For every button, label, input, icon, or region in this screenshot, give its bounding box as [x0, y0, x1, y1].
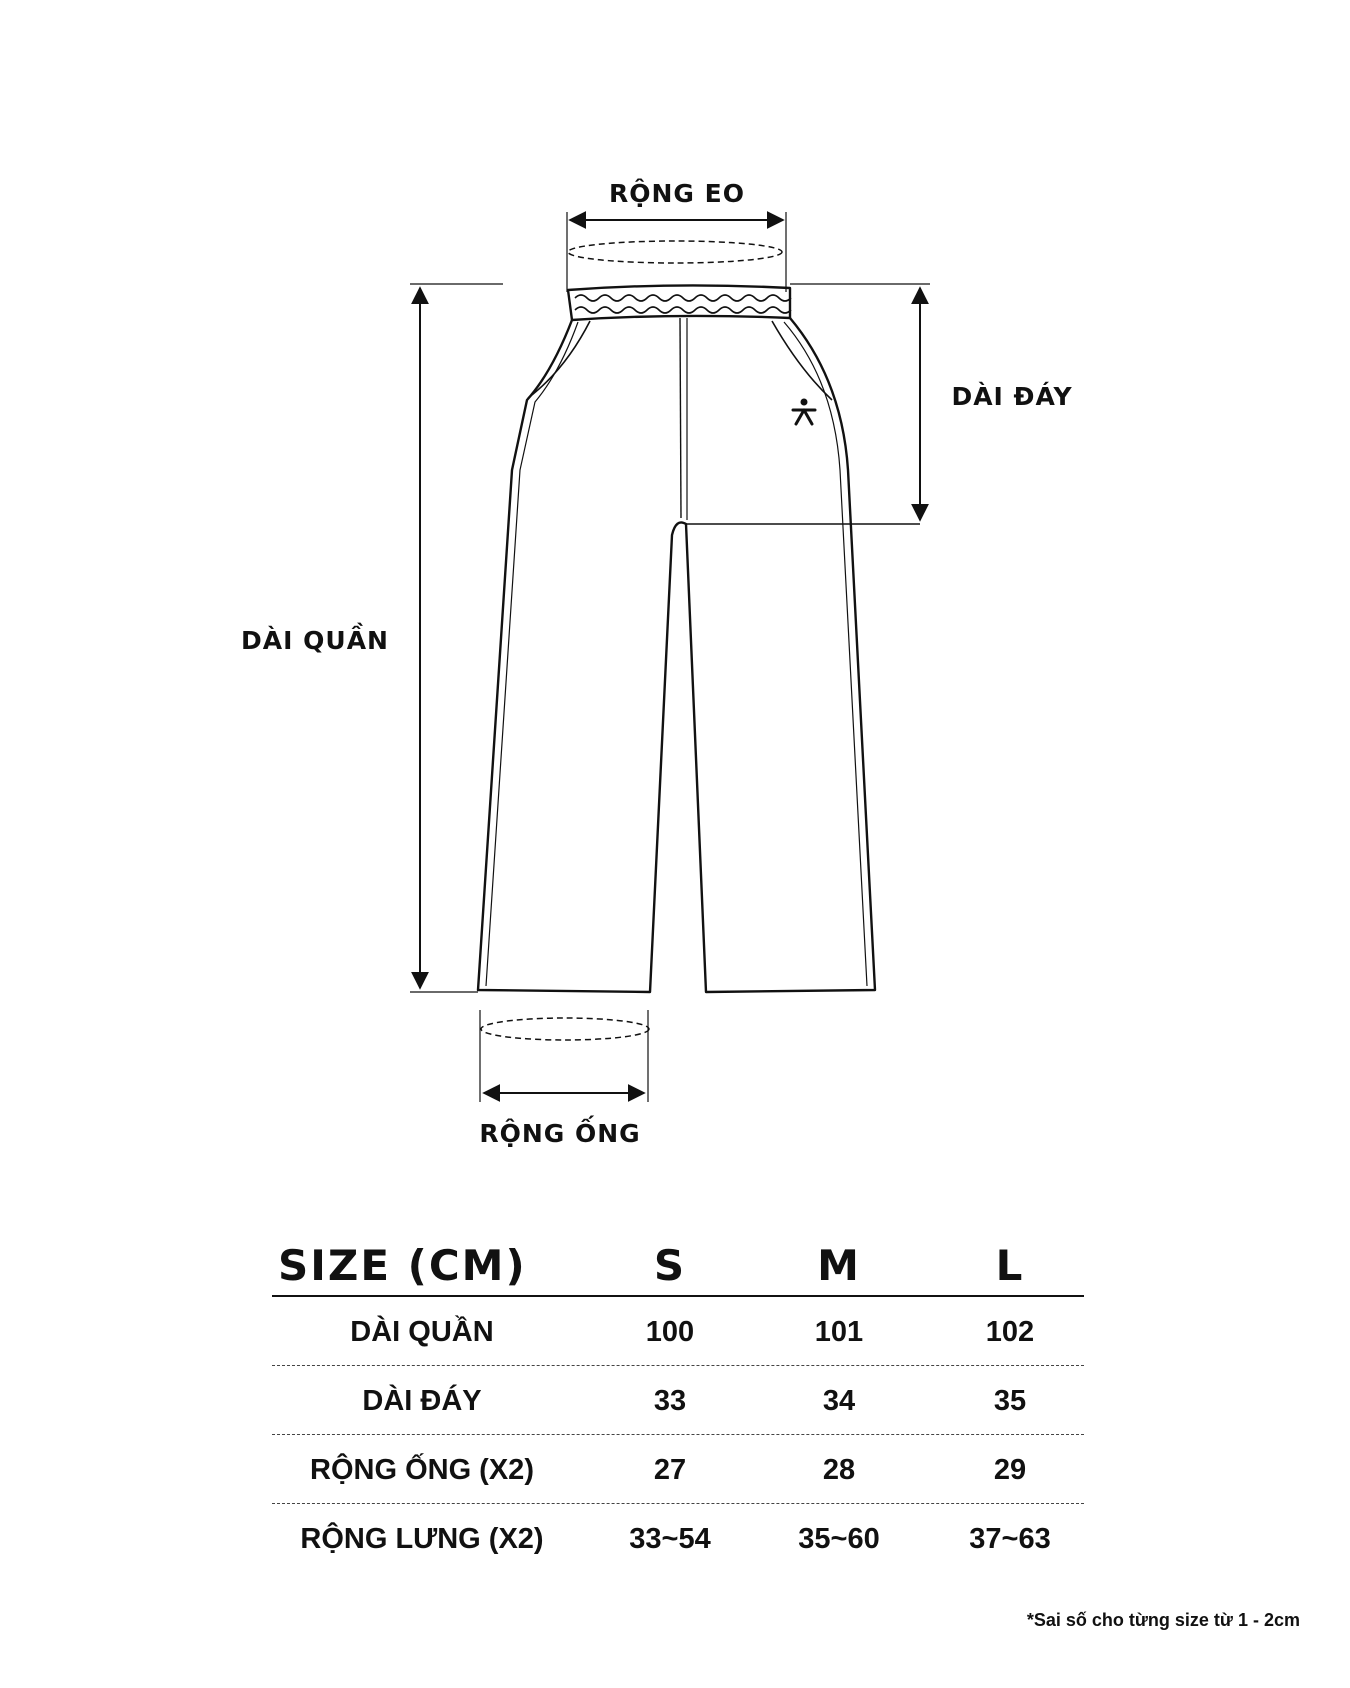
size-table-title: SIZE (CM)	[278, 1240, 527, 1290]
row-label: RỘNG LƯNG (X2)	[300, 1522, 544, 1555]
waist-width-label: RỘNG EO	[609, 179, 745, 208]
row-value-l: 35	[993, 1384, 1027, 1417]
row-value-s: 27	[653, 1453, 687, 1486]
row-value-m: 101	[814, 1315, 864, 1348]
size-header-s: S	[653, 1240, 687, 1290]
row-value-m: 34	[822, 1384, 856, 1417]
row-divider	[272, 1434, 1084, 1435]
pants-length-measure	[410, 284, 503, 992]
row-divider	[272, 1503, 1084, 1504]
row-value-s: 33~54	[629, 1522, 711, 1555]
row-value-l: 102	[985, 1315, 1035, 1348]
pants-outline	[478, 285, 920, 992]
table-row	[272, 1505, 1084, 1573]
size-header-m: M	[817, 1240, 861, 1290]
tolerance-footnote: *Sai số cho từng size từ 1 - 2cm	[1026, 1610, 1300, 1630]
brand-logo-icon	[793, 399, 815, 425]
row-value-l: 37~63	[969, 1522, 1051, 1555]
row-label: DÀI QUẦN	[350, 1315, 494, 1348]
row-value-m: 28	[822, 1453, 856, 1486]
row-divider	[272, 1365, 1084, 1366]
table-row	[272, 1436, 1084, 1504]
row-value-s: 33	[653, 1384, 687, 1417]
row-value-m: 35~60	[798, 1522, 880, 1555]
pants-length-label: DÀI QUẦN	[241, 626, 389, 655]
row-label: DÀI ĐÁY	[362, 1384, 482, 1417]
table-row	[272, 1367, 1084, 1435]
leg-opening-label: RỘNG ỐNG	[479, 1119, 641, 1148]
rise-measure	[790, 284, 930, 520]
row-value-l: 29	[993, 1453, 1027, 1486]
row-label: RỘNG ỐNG (X2)	[310, 1453, 534, 1486]
row-value-s: 100	[645, 1315, 695, 1348]
table-row	[272, 1298, 1084, 1366]
rise-label: DÀI ĐÁY	[951, 382, 1073, 411]
waist-width-measure	[567, 212, 786, 292]
leg-opening-measure	[480, 1010, 649, 1102]
size-header-l: L	[995, 1240, 1025, 1290]
